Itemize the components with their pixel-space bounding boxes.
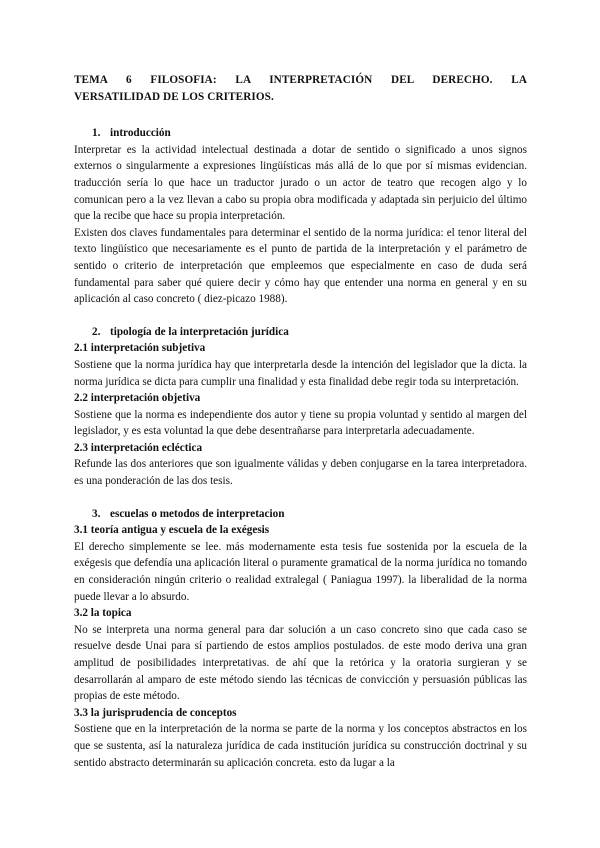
section-number: 2. xyxy=(92,325,101,338)
section-number: 1. xyxy=(92,127,101,140)
subsection-heading: 2.2 interpretación objetiva xyxy=(74,392,201,405)
section-heading-escuelas xyxy=(74,506,527,523)
spacer xyxy=(74,308,527,324)
subsection-heading: 2.1 interpretación subjetiva xyxy=(74,342,206,355)
section-title: tipología de la interpretación jurídica xyxy=(110,325,289,338)
subsection-heading: 2.3 interpretación ecléctica xyxy=(74,441,203,454)
paragraph: Sostiene que la norma jurídica hay que interpretarla desde la intención del legislador que la dicta. la norma jurídica se dicta para cumplir una finalidad y esta finalidad debe regir toda su interpretación. xyxy=(74,358,527,388)
document-body xyxy=(74,72,527,771)
section-title: introducción xyxy=(110,127,171,140)
section-number: 3. xyxy=(92,507,101,520)
subsection-heading: 3.1 teoría antigua y escuela de la exégesis xyxy=(74,524,270,537)
title-line-1: TEMA 6 FILOSOFIA: LA INTERPRETACIÓN DEL DERECHO. LA xyxy=(74,74,527,86)
paragraph: Sostiene que en la interpretación de la norma se parte de la norma y los conceptos abstractos en los que se sustenta, así la naturaleza jurídica de cada institución jurídica su construcción doctrinal y su sentido abstracto determinarán su aplicación concreta. esto da lugar a la xyxy=(74,723,527,769)
paragraph: Interpretar es la actividad intelectual destinada a dotar de sentido o significado a unos signos externos o singularmente a expresiones lingüísticas más allá de lo que por sí mismas evidencian. traducción sería lo que hace un traductor jurado o un actor de teatro que recogen algo y lo comunican pero a la vez llevan a cabo su propia obra modificada y adaptada sin perjuicio del último que la recibe que hace su propia interpretación. xyxy=(74,143,527,223)
paragraph: Existen dos claves fundamentales para determinar el sentido de la norma jurídica: el tenor literal del texto lingüístico que necesariamente es el punto de partida de la interpretación y el parámetro de sentido o criterio de interpretación que empleemos que especialmente en caso de duda será fundamental para saber qué quiere decir y cómo hay que entender una norma en general y en su aplicación al caso concreto ( diez-picazo 1988). xyxy=(74,226,527,306)
paragraph: El derecho simplemente se lee. más modernamente esta tesis fue sostenida por la escuela de la exégesis que defendía una aplicación literal o puramente gramatical de la norma jurídica no tomando en consideración ningún criterio o realidad extralegal ( Paniagua 1997). la liberalidad de la norma puede llevar a lo absurdo. xyxy=(74,540,527,603)
subsection-heading: 3.2 la topica xyxy=(74,607,132,620)
section-heading-introduccion xyxy=(74,125,527,142)
document-title xyxy=(74,72,527,105)
paragraph: Refunde las dos anteriores que son igualmente válidas y deben conjugarse en la tarea interpretadora. es una ponderación de las dos tesis. xyxy=(74,458,527,488)
section-title: escuelas o metodos de interpretacion xyxy=(110,507,285,520)
title-line-2: VERSATILIDAD DE LOS CRITERIOS. xyxy=(74,90,274,103)
subsection-heading: 3.3 la jurisprudencia de conceptos xyxy=(74,706,237,719)
spacer xyxy=(74,490,527,506)
section-heading-tipologia xyxy=(74,324,527,341)
paragraph: Sostiene que la norma es independiente dos autor y tiene su propia voluntad y sentido al margen del legislador, y es esta voluntad la que debe desentrañarse para interpretarla adecuadamente. xyxy=(74,408,527,438)
paragraph: No se interpreta una norma general para dar solución a un caso concreto sino que cada caso se resuelve desde Unai para sí partiendo de estos amplios postulados. de este modo deriva una gran amplitud de posibilidades interpretativas. de ahí que la retórica y la oratoria surgieran y se desarrollarán al amparo de este método siendo las técnicas de convicción y persuasión públicas las propias de este método. xyxy=(74,623,527,703)
